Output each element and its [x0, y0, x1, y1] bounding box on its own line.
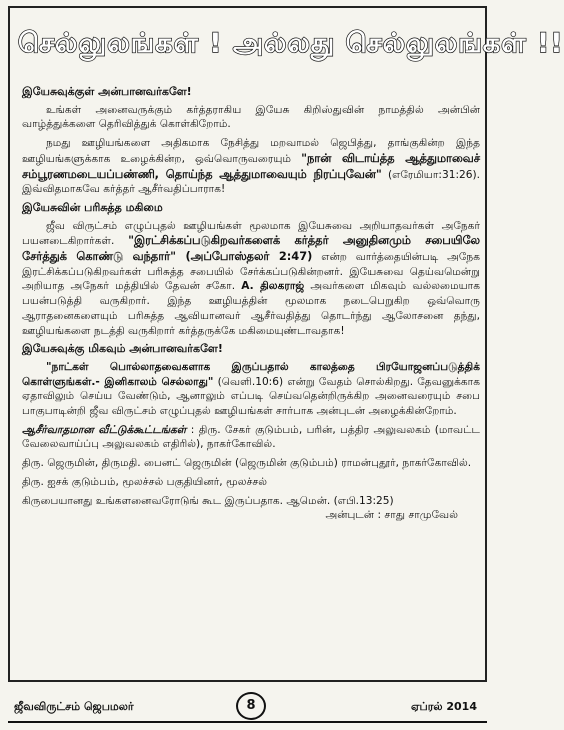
house-meetings: ஆசீர்வாதமான வீட்டுக்கூட்டங்கள் : திரு. சேகர் குடும்பம், பரின், பத்திர அலுவலகம் (மாவட்ட வேலைவாய்ப்பு அலுவலகம் எதிரில்), நாகர்கோவில். [22, 423, 480, 451]
house-meeting-3: திரு. ஐசக் குடும்பம், மூலச்சல் பகுதியினர், மூலச்சல் [22, 475, 268, 488]
paragraph-2: நமது ஊழியங்களை அதிகமாக நேசித்து மறவாமல் ஜெபித்து, தாங்குகின்ற இந்த ஊழியங்களுக்காக உழைக்கின்ற, ஒவ்வொருவரையும் "நான் விடாய்த்த ஆத்துமாவைச் சம்பூரணமடையப்பண்ணி, தொய்ந்த ஆத்துமாவையும் நிரப்புவேன்" (எரேமியா:31:26). இவ்விதமாகவே கர்த்தர் ஆசீர்வதிப்பாராக! [22, 137, 480, 196]
scripture-quote: "இரட்சிக்கப்படுகிறவர்களைக் கர்த்தர் அனுதினமும் சபையிலே சேர்த்துக் கொண்டு வந்தார்" (அப்போஸ்தலர் 2:47) [22, 233, 480, 264]
scripture-quote: "நாட்கள் பொல்லாதவைகளாக இருப்பதால் காலத்தை பிரயோஜனப்படுத்திக் கொள்ளுங்கள்.- இனிகாலம் செல்லாது" [22, 360, 480, 388]
scripture-quote: "நான் விடாய்த்த ஆத்துமாவைச் சம்பூரணமடையப்பண்ணி, தொய்ந்த ஆத்துமாவையும் நிரப்புவேன்" [22, 150, 480, 181]
footer-rule [8, 721, 487, 723]
page-footer [8, 688, 487, 722]
footer-date: ஏப்ரல் 2014 [410, 700, 477, 713]
section-heading-beloved: இயேசுவுக்கு மிகவும் அன்பானவர்களே! [22, 342, 223, 356]
paragraph-1: உங்கள் அனைவருக்கும் கர்த்தராகிய இயேசு கிறிஸ்துவின் நாமத்தில் அன்பின் வாழ்த்துக்களை தெரிவித்துக் கொள்கிறோம். [22, 103, 480, 131]
page-frame [8, 6, 564, 682]
signature: அன்புடன் : சாது சாமுவேல் [325, 509, 458, 522]
newsletter-page [5, 4, 564, 726]
footer-publication: ஜீவவிருட்சம் ஜெபமலர் [14, 700, 134, 713]
page-number: 8 [236, 692, 266, 720]
house-meeting-2: திரு. ஜெருமின், திருமதி. பைனட் ஜெருமின் (ஜெருமின் குடும்பம்) ராமன்புதூர், நாகர்கோவில். [22, 457, 472, 470]
article-body [22, 84, 480, 523]
pastor-name: A. திலகராஜ் [241, 280, 305, 293]
closing-blessing: கிருபையானது உங்களனைவரோடுங் கூட இருப்பதாக. ஆமென். (எபி.13:25) [22, 494, 394, 507]
paragraph-3: ஜீவ விருட்சம் எழுப்புதல் ஊழியங்கள் மூலமாக இயேசுவை அறியாதவர்கள் அநேகர் பயனடைகிறார்கள். "இரட்சிக்கப்படுகிறவர்களைக் கர்த்தர் அனுதினமும் சபையிலே சேர்த்துக் கொண்டு வந்தார்" (அப்போஸ்தலர் 2:47) என்ற வார்த்தையின்படி அநேக இரட்சிக்கப்படுகிறவர்கள் பரிசுத்த சபையில் சேர்க்கப்படுகின்றனர். இயேசுவை தெய்வமென்று அறியாத அநேகர் மத்தியில் தேவன் சகோ. A. திலகராஜ் அவர்களை மிகவும் வல்லமையாக பயன்படுத்தி வருகிறார். இந்த ஊழியத்தின் மூலமாக நடைபெறுகிற ஒவ்வொரு ஆராதனைகளையும் பரிசுத்த ஆவியானவர் ஆசீர்வதித்து தொடர்ந்து ஆலோசனை தந்து, ஊழியங்களை நடத்தி வருகிறார் கர்த்தருக்கே மகிமையுண்டாவதாக! [22, 219, 480, 337]
section-heading-glory: இயேசுவின் பரிசுத்த மகிமை [22, 200, 163, 214]
page-title: செல்லுலங்கள் ! அல்லது செல்லுலங்கள் !! [18, 28, 564, 59]
paragraph-4: "நாட்கள் பொல்லாதவைகளாக இருப்பதால் காலத்தை பிரயோஜனப்படுத்திக் கொள்ளுங்கள்.- இனிகாலம் செல்லாது" (வெளி.10:6) என்று வேதம் சொல்கிறது. தேவனுக்காக ஏதாவிலும் செய்ய வேண்டும், ஆனாலும் எப்படி செய்வதென்றிருக்கிற அனைவரையும் சபை பாகுபாடின்றி ஜீவ விருட்சம் எழுப்புதல் ஊழியங்கள் சார்பாக அன்புடன் அழைக்கின்றோம். [22, 360, 480, 418]
greeting: இயேசுவுக்குள் அன்பானவர்களே! [22, 85, 192, 98]
section-heading-house-meetings: ஆசீர்வாதமான வீட்டுக்கூட்டங்கள் [22, 423, 187, 436]
